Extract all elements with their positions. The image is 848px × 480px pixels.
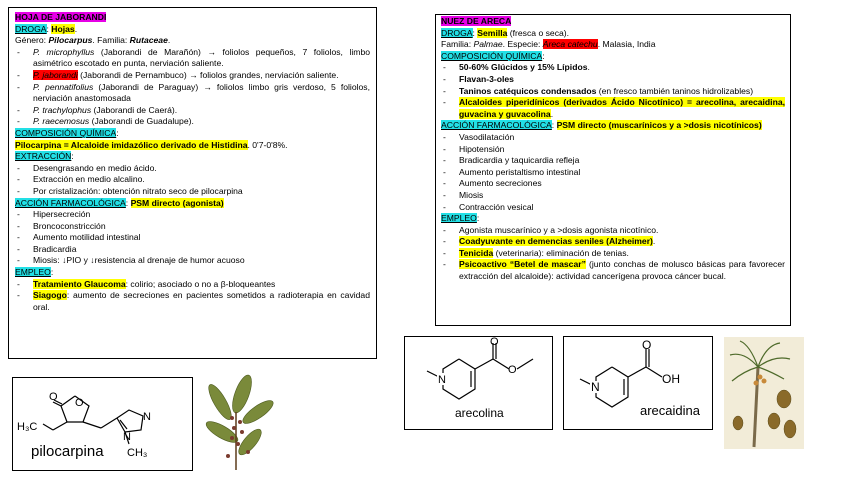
pilocarpina-label: pilocarpina [31,443,104,460]
accion-item: - Vasodilatación [443,131,515,142]
oh-label: OH [662,372,680,386]
accion-item: - Hipotensión [443,143,505,154]
ch3-label: CH₃ [127,447,148,459]
accion-item: - Aumento secreciones [443,178,542,189]
accion-label: ACCIÓN FARMACOLÓGICA [15,197,126,208]
droga-value: Semilla [477,27,508,38]
nitrogen-label: N [591,380,600,394]
empleo-item: - Tratamiento Glaucoma: colirio; asociado o no a β-bloqueantes [17,278,276,289]
accion-value: PSM directo (agonista) [130,197,224,208]
jaborandi-title: HOJA DE JABORANDI [15,12,107,22]
empleo-label: EMPLEO [15,267,51,278]
species-item: - P. raecemosus (Jaborandi de Guadalupe). [17,116,194,127]
composicion-item: - Alcaloides piperidínicos (derivados Ácido Nicotínico) = arecolina, arecaidina, guvacina y guvacolina. [443,97,785,119]
accion-item: - Bradicardia y taquicardia refleja [443,155,580,166]
oxygen-label: O [508,364,517,376]
arecolina-label: arecolina [455,406,504,420]
nitrogen-label: N [123,431,131,443]
accion-item: - Aumento peristaltismo intestinal [443,166,581,177]
empleo-item: - Psicoactivo “Betel de mascar” (junto conchas de molusco básicas para favorecer extracción del alcaloide): actividad cancerígena provoca cáncer bucal. [443,259,785,282]
composicion-item: - Taninos catéquicos condensados (en fresco también taninos hidrolizables) [443,85,754,96]
accion-item: - Broncoconstricción [17,220,106,231]
extraccion-label: EXTRACCIÓN [15,151,72,162]
droga-label: DROGA [441,27,473,38]
composicion-rest: . 0'7-0'8%. [247,139,288,150]
composicion-value: Pilocarpina = Alcaloide imidazólico derivado de Histidina [15,139,248,150]
extraccion-item: - Extracción en medio alcalino. [17,174,145,185]
areca-title: NUEZ DE ARECA [441,16,512,26]
genero-line: Género: Pilocarpus. Familia: Rutaceae. [15,35,171,46]
arecolina-structure [404,336,553,430]
accion-value: PSM directo (muscarínicos y a >dosis nicotínicos) [556,120,762,131]
extraccion-item: - Desengrasando en medio ácido. [17,162,157,173]
empleo-item: - Agonista muscarínico y a >dosis agonista nicotínico. [443,224,659,235]
composicion-item: - 50-60% Glúcidos y 15% Lípidos. [443,62,590,73]
extraccion-item: - Por cristalización: obtención nitrato seco de pilocarpina [17,185,243,196]
accion-item: - Miosis [443,189,484,200]
composicion-item: - Flavan-3-oles [443,73,514,84]
oxygen-label: O [642,338,652,352]
jaborandi-panel: HOJA DE JABORANDI DROGA: Hojas. Género: Pilocarpus. Familia: Rutaceae. - P. microphyllus (Jaborandi de Marañón) → foliolos pequeños, 7 foliolos, limbo asimétrico escotado en punta, nerviación saliente. - P. jaborandi (Jaborandi de Pernambuco) → foliolos grandes, nerviación saliente. - P. pennatifolius (Jaborandi de Paraguay) → foliolos limbo gris verdoso, 5 foliolos, nerviación anastomosada - P. trachylophus (Jaborandi de Caerá). - P. raecemosus (Jaborandi de Guadalupe). COMPOSICIÓN QUÍMICA: Pilocarpina = Alcaloide imidazólico derivado de Histidina. 0'7-0'8%. EXTRACCIÓN: - Desengrasando en medio ácido. - Extracción en medio alcalino. - Por cristalización: obtención nitrato seco de pilocarpina ACCIÓN FARMACOLÓGICA: PSM directo (agonista) - Hipersecreción - Broncoconstricción - Aumento motilidad intestinal - Bradicardia - Miosis: ↓PIO y ↓resistencia al drenaje de humor acuoso EMPLEO: - Tratamiento Glaucoma: colirio; asociado o no a β-bloqueantes - Siagogo: aumento de secreciones en pacientes sometidos a radioterapia en cavidad oral. [8,7,377,359]
composicion-label: COMPOSICIÓN QUÍMICA [15,127,117,138]
h3c-label: H₃C [17,421,38,433]
accion-item: - Aumento motilidad intestinal [17,232,141,243]
pilocarpina-structure [12,377,193,471]
palm-illustration-icon [724,337,804,449]
oxygen-label: O [49,391,58,403]
arecaidina-structure [563,336,713,430]
familia-line: Familia: Palmae. Especie: Areca catechu. Malasia, India [441,39,656,50]
species-item: - P. jaborandi (Jaborandi de Pernambuco) → foliolos grandes, nerviación saliente. [17,69,339,80]
empleo-item: - Coadyuvante en demencias seniles (Alzheimer). [443,236,656,247]
arecaidina-label: arecaidina [640,403,700,418]
empleo-item: - Tenicida (veterinaria): eliminación de tenias. [443,247,629,258]
areca-panel: NUEZ DE ARECA DROGA: Semilla (fresca o seca). Familia: Palmae. Especie: Areca catechu. Malasia, India COMPOSICIÓN QUÍMICA: - 50-60% Glúcidos y 15% Lípidos. - Flavan-3-oles - Taninos catéquicos condensados (en fresco también taninos hidrolizables) - Alcaloides piperidínicos (derivados Ácido Nicotínico) = arecolina, arecaidina, guvacina y guvacolina. ACCIÓN FARMACOLÓGICA: PSM directo (muscarínicos y a >dosis nicotínicos) - Vasodilatación - Hipotensión - Bradicardia y taquicardia refleja - Aumento peristaltismo intestinal - Aumento secreciones - Miosis - Contracción vesical EMPLEO: - Agonista muscarínico y a >dosis agonista nicotínico. - Coadyuvante en demencias seniles (Alzheimer). - Tenicida (veterinaria): eliminación de tenias. - Psicoactivo “Betel de mascar” (junto conchas de molusco básicas para favorecer extracción del alcaloide): actividad cancerígena provoca cáncer bucal. [435,14,791,326]
oxygen-label: O [490,337,499,348]
species-item: - P. pennatifolius (Jaborandi de Paraguay) → foliolos limbo gris verdoso, 5 foliolos, nerviación anastomosada [17,81,370,104]
accion-item: - Bradicardia [17,243,77,254]
droga-value: Hojas [51,23,75,34]
empleo-item: - Siagogo: aumento de secreciones en pacientes sometidos a radioterapia en cavidad oral. [17,290,370,312]
accion-item: - Contracción vesical [443,201,534,212]
accion-item: - Hipersecreción [17,209,91,220]
nitrogen-label: N [143,411,151,423]
nitrogen-label: N [438,374,446,386]
species-item: - P. trachylophus (Jaborandi de Caerá). [17,104,178,115]
accion-label: ACCIÓN FARMACOLÓGICA [441,120,552,131]
oxygen-label: O [75,397,84,409]
species-item: - P. microphyllus (Jaborandi de Marañón) → foliolos pequeños, 7 foliolos, limbo asimétrico escotado en punta, nerviación saliente. [17,46,371,69]
droga-label: DROGA [15,23,47,34]
accion-item: - Miosis: ↓PIO y ↓resistencia al drenaje de humor acuoso [17,255,245,266]
composicion-label: COMPOSICIÓN QUÍMICA [441,50,543,61]
plant-illustration-icon [198,372,278,475]
empleo-label: EMPLEO [441,213,477,224]
